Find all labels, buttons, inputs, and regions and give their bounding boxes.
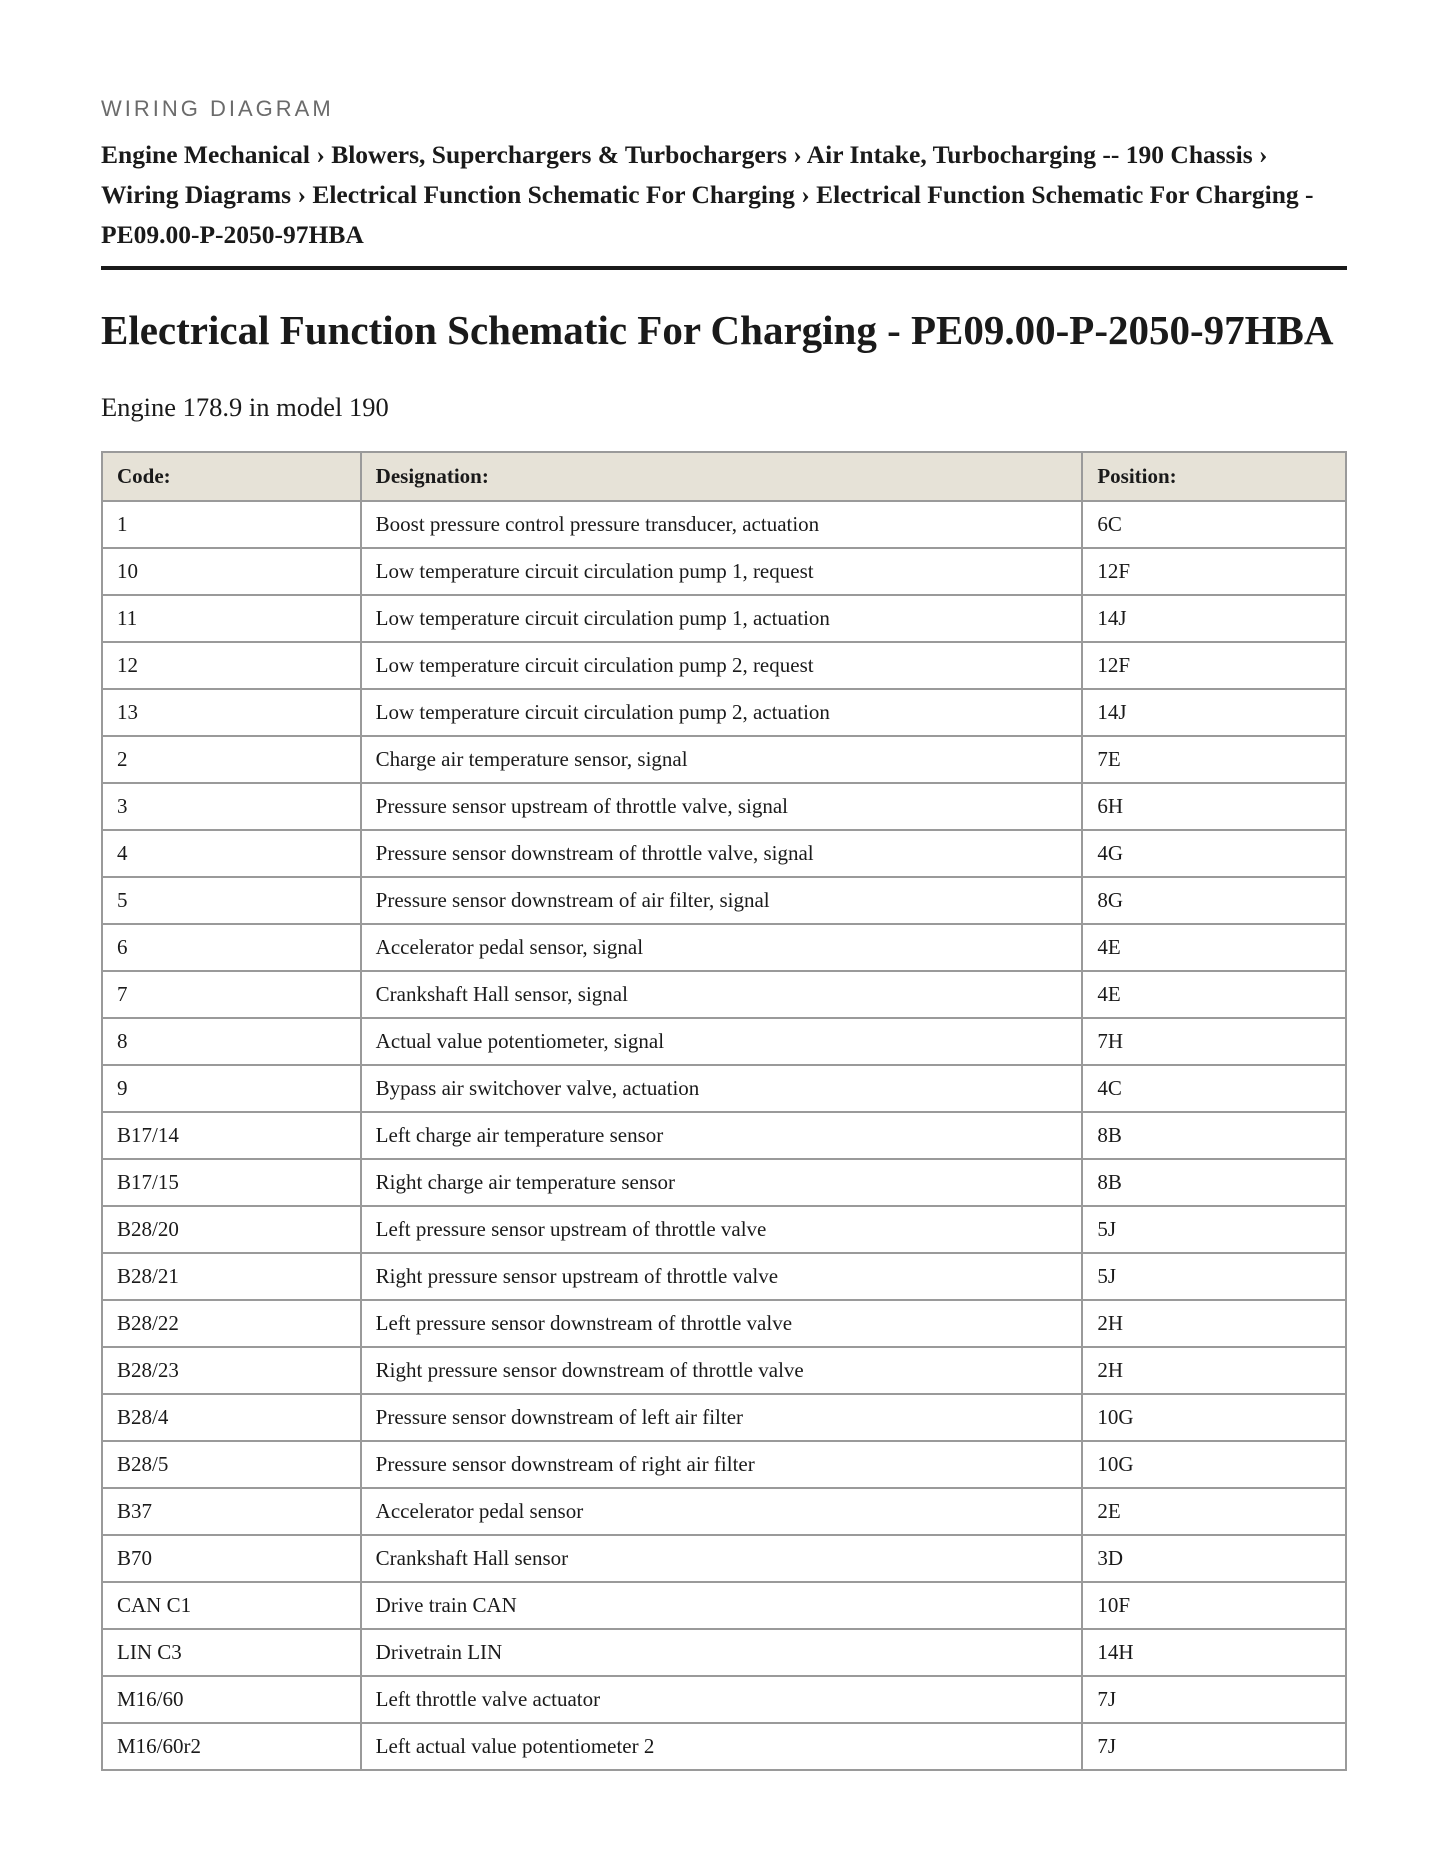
cell-designation: Drivetrain LIN xyxy=(361,1629,1083,1676)
table-row xyxy=(102,501,1346,548)
cell-designation: Low temperature circuit circulation pump 2, request xyxy=(361,642,1083,689)
cell-code: 9 xyxy=(102,1065,361,1112)
table-row xyxy=(102,1723,1346,1770)
breadcrumb-item[interactable]: Engine Mechanical xyxy=(101,140,310,169)
cell-designation: Left pressure sensor upstream of throttle valve xyxy=(361,1206,1083,1253)
cell-code: 2 xyxy=(102,736,361,783)
cell-position: 8B xyxy=(1082,1112,1346,1159)
cell-designation: Boost pressure control pressure transducer, actuation xyxy=(361,501,1083,548)
header-divider xyxy=(101,266,1347,270)
cell-code: 8 xyxy=(102,1018,361,1065)
cell-position: 2H xyxy=(1082,1347,1346,1394)
column-header-designation: Designation: xyxy=(361,452,1083,501)
cell-position: 8G xyxy=(1082,877,1346,924)
cell-code: B17/15 xyxy=(102,1159,361,1206)
cell-designation: Pressure sensor downstream of right air filter xyxy=(361,1441,1083,1488)
table-row xyxy=(102,783,1346,830)
table-row xyxy=(102,830,1346,877)
cell-code: B70 xyxy=(102,1535,361,1582)
cell-position: 5J xyxy=(1082,1206,1346,1253)
cell-designation: Left charge air temperature sensor xyxy=(361,1112,1083,1159)
table-row xyxy=(102,1065,1346,1112)
cell-position: 3D xyxy=(1082,1535,1346,1582)
breadcrumb-separator: › xyxy=(801,180,810,209)
breadcrumb-item[interactable]: Electrical Function Schematic For Charging - PE09.00-P-2050-97HBA xyxy=(101,180,1314,249)
table-row xyxy=(102,1488,1346,1535)
cell-designation: Pressure sensor upstream of throttle valve, signal xyxy=(361,783,1083,830)
breadcrumb xyxy=(101,135,1347,255)
table-header-row xyxy=(102,452,1346,501)
column-header-position: Position: xyxy=(1082,452,1346,501)
cell-code: B28/4 xyxy=(102,1394,361,1441)
cell-position: 8B xyxy=(1082,1159,1346,1206)
table-row xyxy=(102,1300,1346,1347)
table-row xyxy=(102,877,1346,924)
cell-designation: Low temperature circuit circulation pump 1, actuation xyxy=(361,595,1083,642)
cell-code: 5 xyxy=(102,877,361,924)
table-row xyxy=(102,1535,1346,1582)
cell-position: 6H xyxy=(1082,783,1346,830)
cell-position: 10G xyxy=(1082,1394,1346,1441)
cell-designation: Right charge air temperature sensor xyxy=(361,1159,1083,1206)
cell-code: 11 xyxy=(102,595,361,642)
cell-code: B28/22 xyxy=(102,1300,361,1347)
cell-code: B17/14 xyxy=(102,1112,361,1159)
cell-code: 4 xyxy=(102,830,361,877)
breadcrumb-separator: › xyxy=(297,180,306,209)
cell-designation: Accelerator pedal sensor xyxy=(361,1488,1083,1535)
code-table xyxy=(101,451,1347,1771)
table-row xyxy=(102,1629,1346,1676)
cell-designation: Bypass air switchover valve, actuation xyxy=(361,1065,1083,1112)
table-row xyxy=(102,642,1346,689)
breadcrumb-separator: › xyxy=(1259,140,1268,169)
cell-designation: Drive train CAN xyxy=(361,1582,1083,1629)
column-header-code: Code: xyxy=(102,452,361,501)
cell-position: 7J xyxy=(1082,1676,1346,1723)
cell-designation: Low temperature circuit circulation pump 1, request xyxy=(361,548,1083,595)
cell-designation: Actual value potentiometer, signal xyxy=(361,1018,1083,1065)
cell-designation: Accelerator pedal sensor, signal xyxy=(361,924,1083,971)
cell-designation: Pressure sensor downstream of air filter, signal xyxy=(361,877,1083,924)
cell-position: 6C xyxy=(1082,501,1346,548)
table-row xyxy=(102,1676,1346,1723)
table-row xyxy=(102,971,1346,1018)
table-row xyxy=(102,1206,1346,1253)
page-subtitle: Engine 178.9 in model 190 xyxy=(101,392,389,422)
cell-code: CAN C1 xyxy=(102,1582,361,1629)
cell-code: B28/23 xyxy=(102,1347,361,1394)
cell-position: 4C xyxy=(1082,1065,1346,1112)
breadcrumb-item[interactable]: Electrical Function Schematic For Charging xyxy=(312,180,795,209)
cell-position: 12F xyxy=(1082,642,1346,689)
cell-position: 10G xyxy=(1082,1441,1346,1488)
table-row xyxy=(102,1159,1346,1206)
breadcrumb-item[interactable]: Air Intake, Turbocharging -- 190 Chassis xyxy=(806,140,1253,169)
cell-position: 4E xyxy=(1082,924,1346,971)
cell-position: 14J xyxy=(1082,689,1346,736)
cell-code: 1 xyxy=(102,501,361,548)
cell-designation: Charge air temperature sensor, signal xyxy=(361,736,1083,783)
breadcrumb-separator: › xyxy=(316,140,325,169)
table-body xyxy=(102,501,1346,1770)
cell-position: 4E xyxy=(1082,971,1346,1018)
cell-designation: Right pressure sensor downstream of throttle valve xyxy=(361,1347,1083,1394)
breadcrumb-separator: › xyxy=(793,140,802,169)
table-row xyxy=(102,1347,1346,1394)
cell-code: M16/60 xyxy=(102,1676,361,1723)
table-row xyxy=(102,689,1346,736)
cell-code: B28/5 xyxy=(102,1441,361,1488)
table-row xyxy=(102,1441,1346,1488)
breadcrumb-item[interactable]: Wiring Diagrams xyxy=(101,180,292,209)
cell-position: 10F xyxy=(1082,1582,1346,1629)
cell-code: LIN C3 xyxy=(102,1629,361,1676)
cell-code: M16/60r2 xyxy=(102,1723,361,1770)
table-row xyxy=(102,924,1346,971)
cell-designation: Right pressure sensor upstream of throttle valve xyxy=(361,1253,1083,1300)
cell-designation: Crankshaft Hall sensor xyxy=(361,1535,1083,1582)
document-page xyxy=(101,95,1347,1771)
page-title: Electrical Function Schematic For Charging - PE09.00-P-2050-97HBA xyxy=(101,307,1334,353)
cell-position: 2H xyxy=(1082,1300,1346,1347)
cell-position: 7H xyxy=(1082,1018,1346,1065)
breadcrumb-item[interactable]: Blowers, Superchargers & Turbochargers xyxy=(331,140,787,169)
table-row xyxy=(102,736,1346,783)
table-row xyxy=(102,1253,1346,1300)
cell-code: 13 xyxy=(102,689,361,736)
cell-designation: Pressure sensor downstream of throttle valve, signal xyxy=(361,830,1083,877)
table-row xyxy=(102,1582,1346,1629)
cell-code: B28/20 xyxy=(102,1206,361,1253)
table-row xyxy=(102,548,1346,595)
cell-position: 7J xyxy=(1082,1723,1346,1770)
table-row xyxy=(102,595,1346,642)
table-row xyxy=(102,1112,1346,1159)
cell-position: 2E xyxy=(1082,1488,1346,1535)
cell-code: 12 xyxy=(102,642,361,689)
table-row xyxy=(102,1018,1346,1065)
cell-designation: Low temperature circuit circulation pump 2, actuation xyxy=(361,689,1083,736)
cell-code: 6 xyxy=(102,924,361,971)
cell-position: 14H xyxy=(1082,1629,1346,1676)
cell-code: 10 xyxy=(102,548,361,595)
cell-designation: Left pressure sensor downstream of throttle valve xyxy=(361,1300,1083,1347)
cell-designation: Left throttle valve actuator xyxy=(361,1676,1083,1723)
cell-position: 7E xyxy=(1082,736,1346,783)
cell-designation: Crankshaft Hall sensor, signal xyxy=(361,971,1083,1018)
cell-code: B37 xyxy=(102,1488,361,1535)
cell-code: B28/21 xyxy=(102,1253,361,1300)
section-kicker: WIRING DIAGRAM xyxy=(101,96,334,121)
cell-code: 3 xyxy=(102,783,361,830)
cell-code: 7 xyxy=(102,971,361,1018)
cell-position: 14J xyxy=(1082,595,1346,642)
cell-position: 4G xyxy=(1082,830,1346,877)
table-row xyxy=(102,1394,1346,1441)
cell-designation: Pressure sensor downstream of left air filter xyxy=(361,1394,1083,1441)
cell-position: 5J xyxy=(1082,1253,1346,1300)
cell-position: 12F xyxy=(1082,548,1346,595)
cell-designation: Left actual value potentiometer 2 xyxy=(361,1723,1083,1770)
